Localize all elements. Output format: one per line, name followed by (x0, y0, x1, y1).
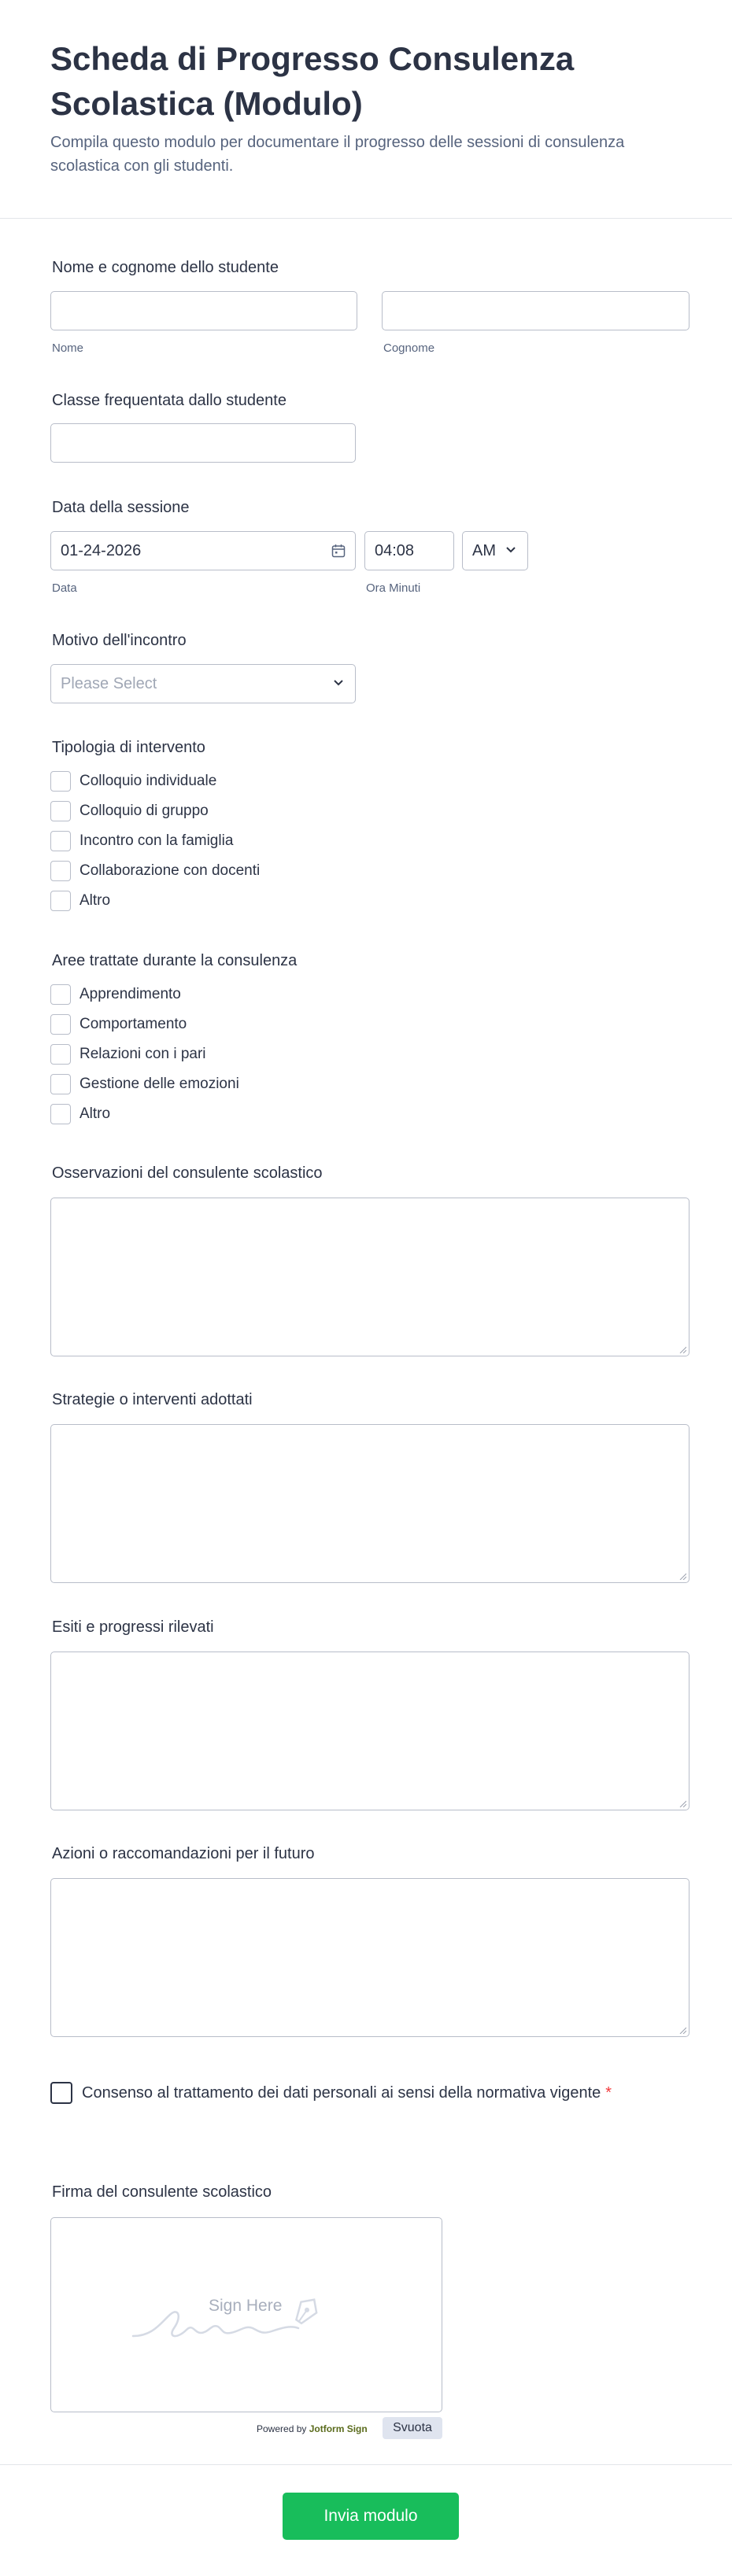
last-name-input[interactable] (382, 291, 689, 330)
class-input[interactable] (50, 423, 356, 463)
resize-handle-icon[interactable] (678, 1799, 686, 1807)
signature-hint: Sign Here (209, 2297, 283, 2315)
reason-select[interactable]: Please Select (50, 664, 356, 703)
calendar-icon[interactable] (331, 544, 346, 558)
resize-handle-icon[interactable] (678, 1572, 686, 1580)
time-sublabel: Ora Minuti (366, 581, 421, 595)
outcomes-label: Esiti e progressi rilevati (52, 1618, 214, 1636)
chevron-down-icon (333, 679, 344, 687)
checkbox[interactable] (50, 801, 71, 821)
consent-checkbox[interactable] (50, 2082, 72, 2104)
checkbox[interactable] (50, 831, 71, 851)
form-title: Scheda di Progresso Consulenza Scolastica (Modulo) (50, 40, 575, 122)
resize-handle-icon[interactable] (678, 2026, 686, 2034)
actions-textarea[interactable] (50, 1878, 689, 2037)
observations-label: Osservazioni del consulente scolastico (52, 1164, 323, 1182)
form-subtitle: Compila questo modulo per documentare il progresso delle sessioni di consulenza scolastica con gli studenti. (50, 134, 625, 175)
last-name-sublabel: Cognome (383, 341, 435, 355)
first-name-input[interactable] (50, 291, 357, 330)
chevron-down-icon (505, 546, 516, 554)
intervention-type-label: Tipologia di intervento (52, 739, 205, 756)
checkbox[interactable] (50, 771, 71, 792)
checkbox[interactable] (50, 1014, 71, 1035)
footer-divider (0, 2464, 732, 2465)
checkbox[interactable] (50, 984, 71, 1005)
resize-handle-icon[interactable] (678, 1345, 686, 1353)
signature-pad[interactable] (50, 2217, 442, 2412)
outcomes-textarea[interactable] (50, 1652, 689, 1810)
student-name-label: Nome e cognome dello studente (52, 259, 279, 276)
time-input[interactable]: 04:08 (364, 531, 454, 570)
checkbox[interactable] (50, 1104, 71, 1124)
date-input[interactable]: 01-24-2026 (50, 531, 356, 570)
checkbox[interactable] (50, 1044, 71, 1065)
checkbox[interactable] (50, 1074, 71, 1094)
session-date-label: Data della sessione (52, 499, 190, 516)
observations-textarea[interactable] (50, 1198, 689, 1356)
checkbox[interactable] (50, 891, 71, 911)
strategies-label: Strategie o interventi adottati (52, 1391, 253, 1408)
signature-label: Firma del consulente scolastico (52, 2183, 272, 2201)
required-mark: * (605, 2084, 612, 2102)
first-name-sublabel: Nome (52, 341, 84, 355)
consent-label: Consenso al trattamento dei dati personali ai sensi della normativa vigente * (82, 2084, 612, 2102)
clear-signature-button[interactable]: Svuota (383, 2417, 442, 2439)
actions-label: Azioni o raccomandazioni per il futuro (52, 1845, 315, 1862)
reason-label: Motivo dell'incontro (52, 632, 187, 649)
powered-by: Powered by Jotform Sign (257, 2423, 368, 2434)
ampm-select[interactable]: AM (462, 531, 528, 570)
areas-label: Aree trattate durante la consulenza (52, 952, 298, 969)
submit-button[interactable]: Invia modulo (283, 2493, 459, 2540)
date-sublabel: Data (52, 581, 77, 595)
checkbox[interactable] (50, 861, 71, 881)
strategies-textarea[interactable] (50, 1424, 689, 1583)
form-header (0, 0, 732, 219)
class-label: Classe frequentata dallo studente (52, 392, 287, 409)
